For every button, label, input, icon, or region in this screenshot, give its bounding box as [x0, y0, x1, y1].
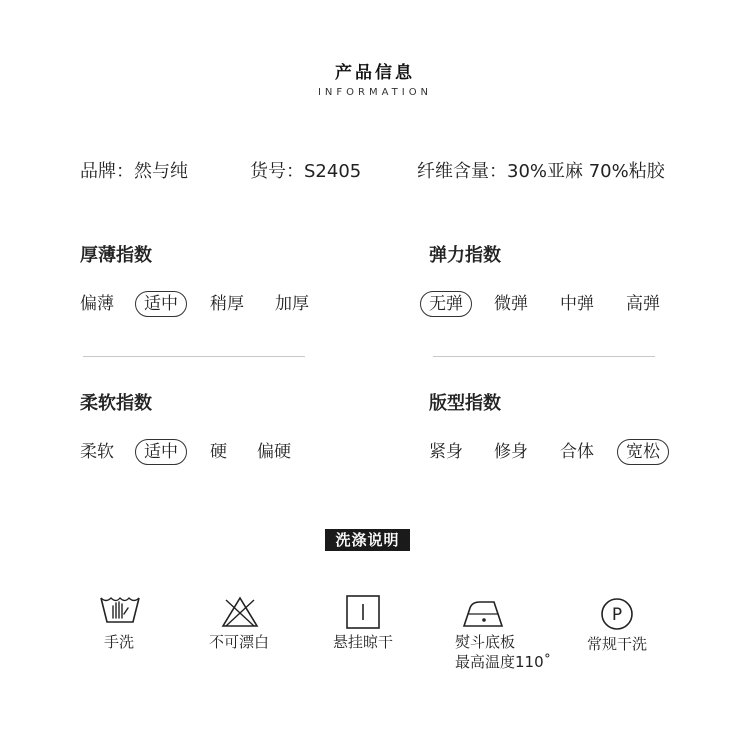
no-bleach-label: 不可漂白: [209, 633, 270, 651]
hand-wash-label: 手洗: [104, 633, 135, 651]
hang-dry-icon: [341, 594, 385, 634]
elasticity-title: 弹力指数: [429, 245, 501, 266]
brand-text: 品牌：然与纯: [80, 161, 188, 182]
elasticity-divider: [433, 356, 655, 357]
page-subtitle: INFORMATION: [317, 87, 433, 98]
hand-wash-icon: [98, 592, 142, 632]
page-title: 产品信息: [335, 63, 415, 83]
washing-title: 洗涤说明: [325, 529, 410, 551]
dry-clean-icon: [595, 596, 639, 636]
iron-icon: [462, 594, 506, 634]
fiber-content-text: 纤维含量：30%亚麻 70%粘胶: [417, 161, 665, 182]
svg-text:P: P: [611, 605, 623, 625]
thickness-divider: [83, 356, 305, 357]
iron-label: 熨斗底板: [455, 633, 516, 651]
iron-temperature-label: 最高温度110˚: [455, 653, 552, 671]
dry-clean-label: 常规干洗: [587, 635, 648, 653]
softness-title: 柔软指数: [80, 393, 152, 414]
hang-dry-label: 悬挂晾干: [333, 633, 394, 651]
thickness-title: 厚薄指数: [80, 245, 152, 266]
fit-title: 版型指数: [429, 393, 501, 414]
no-bleach-icon: [218, 594, 262, 634]
sku-text: 货号：S2405: [250, 161, 362, 182]
